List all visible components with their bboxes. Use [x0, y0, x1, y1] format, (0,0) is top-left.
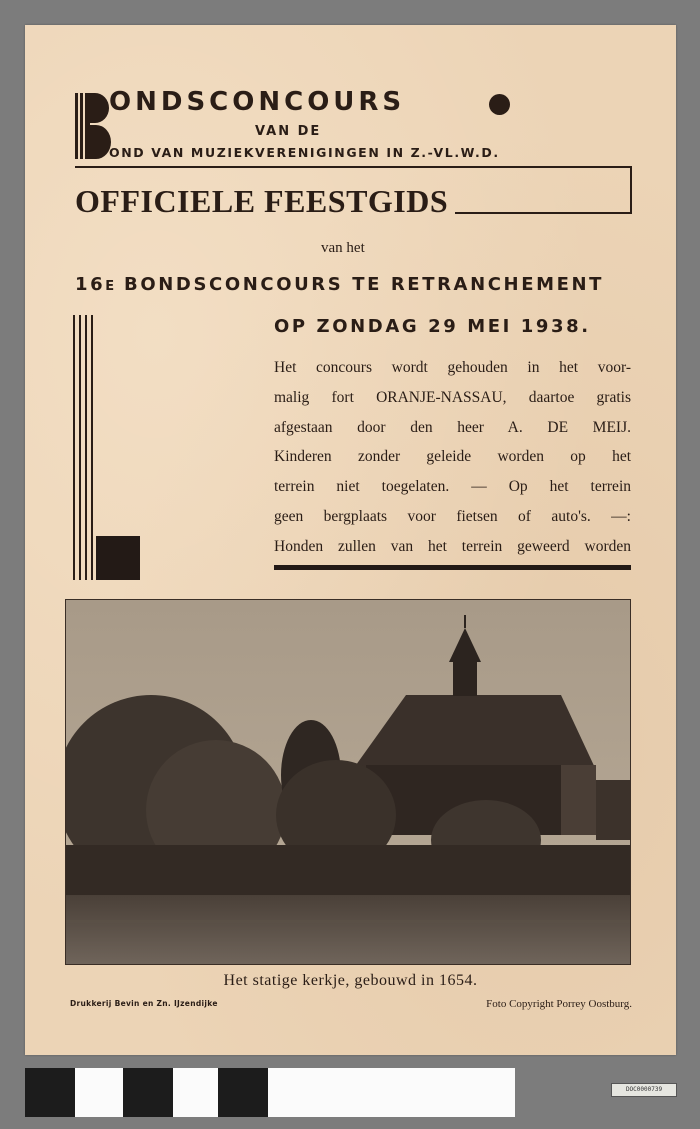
notice-paragraph [274, 353, 631, 562]
notice-line: geen bergplaats voor fietsen of auto's. —: [274, 507, 631, 525]
notice-line: afgestaan door den heer A. DE MEIJ. [274, 418, 631, 436]
photo-credit: Foto Copyright Porrey Oostburg. [486, 998, 632, 1010]
document-page [25, 25, 676, 1055]
archive-scale-strip [25, 1068, 515, 1117]
notice-line: Het concours wordt gehouden in het voor- [274, 359, 631, 376]
photo-caption: Het statige kerkje, gebouwd in 1654. [223, 972, 478, 989]
header-rule-top [75, 166, 632, 168]
bullet-dot-icon [489, 94, 510, 115]
notice-line: Honden zullen van het terrein geweerd worden [274, 537, 631, 555]
printer-credit: Drukkerij Bevin en Zn. IJzendijke [70, 999, 218, 1008]
scale-block-white [75, 1068, 123, 1117]
header-title: ONDSCONCOURS [109, 87, 406, 117]
notice-line: malig fort ORANJE-NASSAU, daartoe gratis [274, 388, 631, 406]
notice-rule [274, 565, 631, 570]
event-ordinal-number: 16 [75, 274, 106, 295]
van-het-label: van het [321, 240, 365, 256]
notice-line: Kinderen zonder geleide worden op het [274, 448, 631, 466]
event-name [75, 274, 604, 295]
header-van-de: VAN DE [255, 124, 322, 139]
header-rule-bottom [455, 212, 632, 214]
decorative-letter-b-icon [75, 93, 111, 159]
scale-block-black [25, 1068, 75, 1117]
page-title: OFFICIELE FEESTGIDS [75, 183, 449, 219]
scale-block-white [268, 1068, 515, 1117]
church-photo [65, 599, 631, 965]
event-title: BONDSCONCOURS TE RETRANCHEMENT [124, 274, 605, 295]
decorative-square-icon [96, 536, 140, 580]
event-date: OP ZONDAG 29 MEI 1938. [274, 316, 591, 337]
notice-line: terrein niet toegelaten. — Op het terrein [274, 478, 631, 496]
church-photo-illustration-icon [66, 600, 630, 964]
header-rule-right [630, 166, 632, 214]
decorative-vertical-bars-icon [73, 315, 95, 580]
event-ordinal-suffix: E [105, 279, 116, 294]
archive-id-label: DOC0000739 [611, 1083, 677, 1097]
scale-block-black [218, 1068, 268, 1117]
scale-block-black [123, 1068, 173, 1117]
scale-block-white [173, 1068, 218, 1117]
header-subtitle: OND VAN MUZIEKVERENIGINGEN IN Z.-VL.W.D. [109, 145, 500, 160]
